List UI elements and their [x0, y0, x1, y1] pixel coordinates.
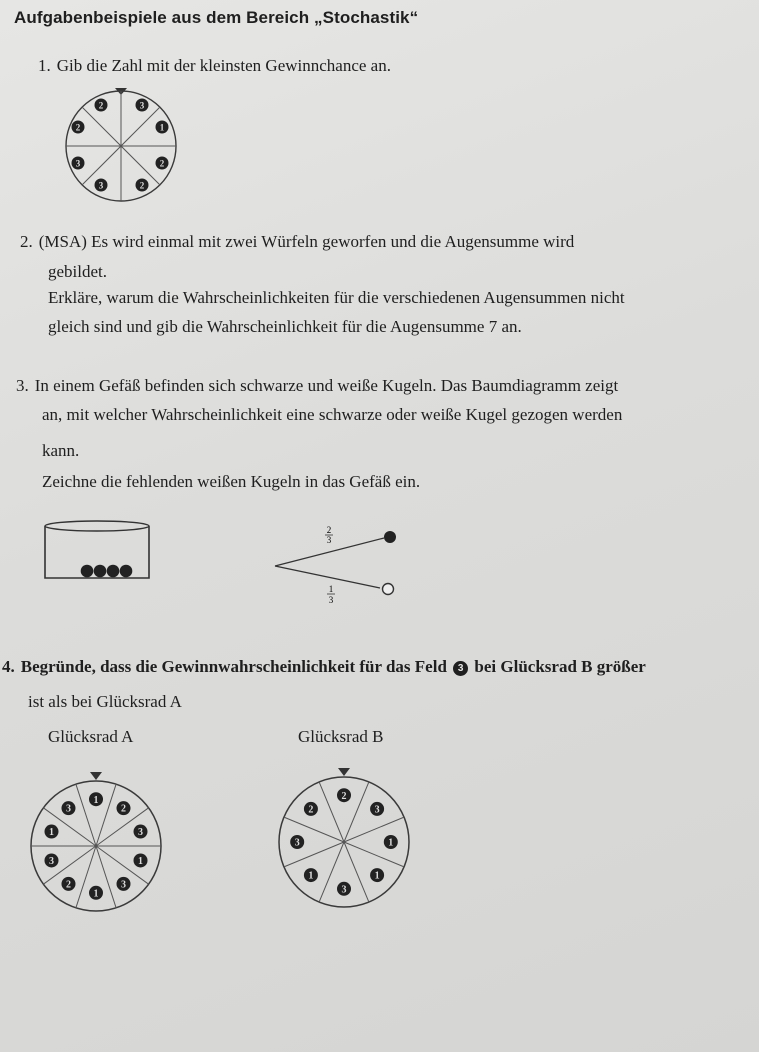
black-ball [120, 565, 133, 578]
svg-text:3: 3 [75, 158, 81, 169]
wheel-a-segment-number: 1 [93, 888, 99, 900]
wheel-b-segment-8 [304, 802, 318, 816]
wheel-a-segment-7 [61, 877, 75, 891]
wheel-b-segment-number: 1 [374, 870, 380, 882]
tree-white-ball [383, 584, 394, 595]
task2-line-2: gebildet. [48, 262, 108, 281]
vessel-drawing [40, 516, 156, 586]
svg-text:3: 3 [98, 180, 104, 191]
wheel-a-segment-number: 3 [138, 827, 144, 839]
task1-number: 1. [38, 56, 51, 75]
wheel-a-segment-number: 3 [65, 803, 71, 815]
wheel-pointer-icon [90, 772, 102, 780]
wheel-b-segment-number: 2 [341, 790, 347, 802]
wheel-b-segment-4 [370, 868, 384, 882]
task3-line-2: an, mit welcher Wahrscheinlichkeit eine schwarze oder weiße Kugel gezogen werden [42, 405, 623, 424]
wheel-a-label: Glücksrad A [48, 727, 134, 746]
task1-segment-5 [136, 179, 149, 192]
task1-segment-4 [156, 157, 169, 170]
task1-segment-1 [95, 99, 108, 112]
wheel-b-segment-5 [337, 882, 351, 896]
wheel-pointer-icon [338, 768, 350, 776]
task1-segment-7 [72, 157, 85, 170]
tree-probability-black [325, 525, 333, 545]
tree-probability-white [327, 584, 335, 605]
task3-number: 3. [16, 376, 29, 395]
task4-number: 4. [2, 657, 15, 676]
task4-line-2: ist als bei Glücksrad A [28, 692, 182, 711]
page-title: Aufgabenbeispiele aus dem Bereich „Stochastik“ [14, 8, 419, 27]
wheel-a-segment-1 [89, 792, 103, 806]
wheel-a-segment-6 [89, 886, 103, 900]
wheel-b-segment-7 [290, 835, 304, 849]
task1-segment-3 [156, 121, 169, 134]
wheel-a [28, 762, 168, 922]
wheel-b-segment-number: 3 [374, 804, 380, 816]
wheel-b-segment-number: 3 [341, 884, 347, 896]
tree-black-ball [384, 531, 396, 543]
wheel-b-segment-6 [304, 868, 318, 882]
svg-text:2: 2 [159, 158, 165, 169]
wheel-a-segment-5 [117, 877, 131, 891]
task3-line-1: 3. In einem Gefäß befinden sich schwarze und weiße Kugeln. Das Baumdiagramm zeigt [16, 376, 619, 395]
task1-segment-6 [95, 179, 108, 192]
svg-text:1: 1 [328, 584, 334, 594]
task2-number: 2. [20, 232, 33, 251]
wheel-a-segment-number: 1 [138, 856, 144, 868]
svg-text:2: 2 [326, 525, 332, 535]
svg-text:2: 2 [75, 122, 81, 133]
wheel-b-segment-number: 2 [308, 804, 314, 816]
wheel-b-segment-1 [337, 788, 351, 802]
wheel-a-segment-4 [134, 853, 148, 867]
task3-line-4: Zeichne die fehlenden weißen Kugeln in das Gefäß ein. [42, 472, 421, 491]
tree-branch-white [275, 566, 380, 588]
wheel-a-segment-3 [134, 825, 148, 839]
wheel-a-segment-number: 2 [121, 803, 127, 815]
wheel-a-segment-9 [44, 825, 58, 839]
black-ball [81, 565, 94, 578]
task1-segment-8 [72, 121, 85, 134]
svg-text:3: 3 [326, 535, 332, 545]
svg-text:2: 2 [139, 180, 145, 191]
task2-line-3: Erkläre, warum die Wahrscheinlichkeiten für die verschiedenen Augensummen nicht [48, 288, 625, 307]
wheel-a-segment-number: 1 [93, 794, 99, 806]
svg-text:2: 2 [98, 100, 104, 111]
wheel-b-label: Glücksrad B [298, 727, 384, 746]
svg-text:1: 1 [159, 122, 165, 133]
tree-diagram [270, 518, 420, 618]
wheel-a-segment-8 [44, 853, 58, 867]
wheel-b-segment-number: 3 [294, 837, 300, 849]
wheel-a-segment-number: 3 [48, 856, 54, 868]
svg-text:3: 3 [139, 100, 145, 111]
black-ball [94, 565, 107, 578]
wheel-a-segment-number: 3 [121, 879, 127, 891]
black-ball [107, 565, 120, 578]
task1-wheel [56, 86, 186, 206]
svg-text:3: 3 [328, 595, 334, 605]
wheel-a-segment-number: 2 [65, 879, 71, 891]
wheel-b-segment-2 [370, 802, 384, 816]
wheel-b-segment-3 [384, 835, 398, 849]
task4-line-1: 4. Begründe, dass die Gewinnwahrscheinlichkeit für das Feld 3 bei Glücksrad B größer [2, 657, 646, 676]
task3-line-3: kann. [42, 441, 80, 460]
wheel-a-segment-10 [61, 801, 75, 815]
task1-text: Gib die Zahl mit der kleinsten Gewinnchance an. [56, 56, 391, 75]
task2-line-1: 2. (MSA) Es wird einmal mit zwei Würfeln geworfen und die Augensumme wird [20, 232, 575, 251]
task1-segment-2 [136, 99, 149, 112]
task1-question [38, 56, 391, 76]
wheel-a-segment-number: 1 [48, 827, 54, 839]
wheel-b-segment-number: 1 [388, 837, 394, 849]
wheel-a-segment-2 [117, 801, 131, 815]
task2-line-4: gleich sind und gib die Wahrscheinlichkeit für die Augensumme 7 an. [48, 317, 522, 336]
wheel-b-segment-number: 1 [308, 870, 314, 882]
wheel-b [276, 758, 416, 918]
field-3-badge: 3 [453, 661, 468, 676]
